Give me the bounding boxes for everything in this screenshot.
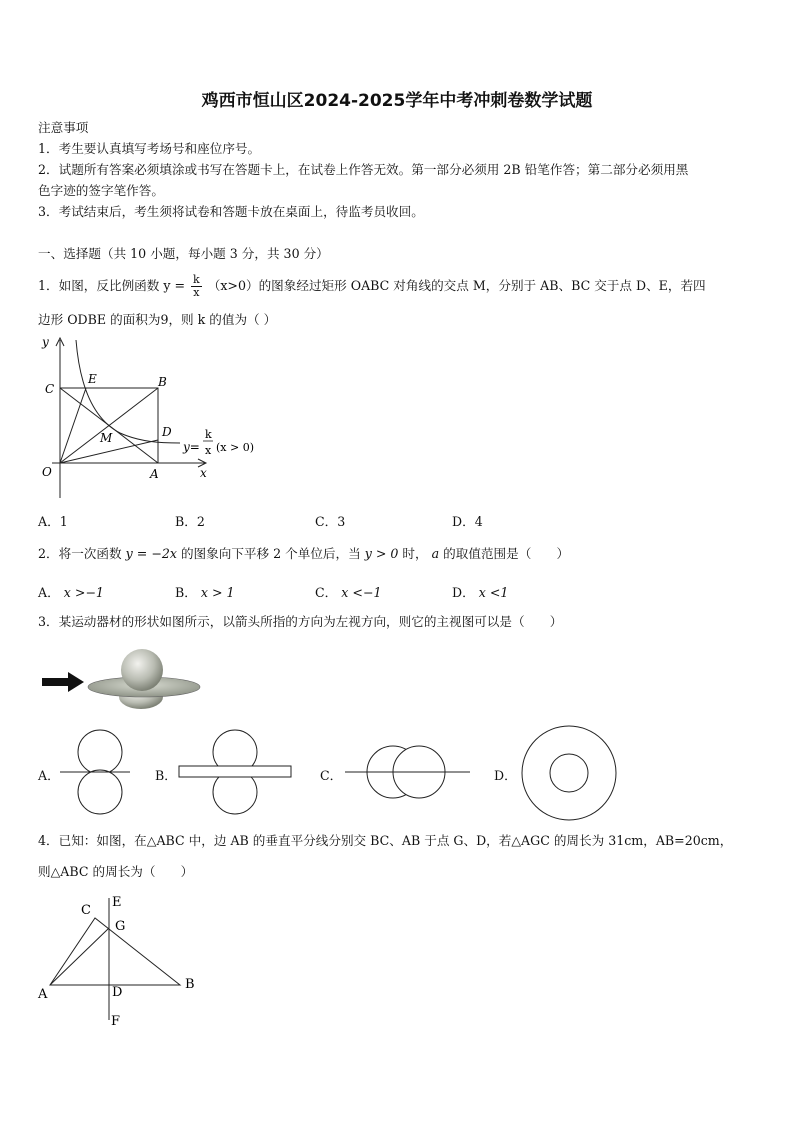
- q3-option-d-label[interactable]: D．: [494, 768, 517, 783]
- fig1-label-e: E: [88, 372, 97, 386]
- q2-option-d[interactable]: [452, 582, 508, 601]
- q1-figure: [30, 330, 270, 505]
- question-1-line-1: [38, 274, 706, 299]
- q1-fraction: [191, 274, 202, 299]
- notice-item-3: 3．考试结束后，考生须将试卷和答题卡放在桌面上，待监考员收回。: [38, 204, 424, 219]
- q2-cond: y > 0: [364, 546, 399, 561]
- notice-item-2: 2．试题所有答案必须填涂或书写在答题卡上，在试卷上作答无效。第一部分必须用 2B 铅笔作答；第二部分必须用黑: [38, 162, 689, 177]
- fig4-label-b: B: [185, 977, 195, 992]
- q2-option-b-expr: x > 1: [200, 585, 235, 600]
- q2-option-b-label: B．: [175, 585, 197, 600]
- q2-option-c-label: C．: [315, 585, 338, 600]
- q3-option-d-figure[interactable]: [517, 723, 619, 823]
- fig4-label-a: A: [38, 987, 48, 1002]
- fig1-func-prefix: y=: [183, 440, 200, 454]
- q1-option-b[interactable]: B．2: [175, 514, 205, 529]
- q2-option-a-label: A．: [38, 585, 60, 600]
- q2-option-d-expr: x <1: [478, 585, 509, 600]
- q2-option-d-label: D．: [452, 585, 475, 600]
- q2-option-b[interactable]: [175, 582, 235, 601]
- q1-option-a[interactable]: A．1: [38, 514, 68, 529]
- segment-ag: [50, 928, 109, 985]
- fig1-label-o: O: [42, 465, 52, 479]
- fig4-label-c: C: [81, 903, 91, 918]
- q3-equipment-figure: [38, 642, 200, 718]
- fig1-func-den: x: [205, 444, 212, 457]
- fig1-func-cond: (x > 0): [216, 441, 254, 454]
- q1-frac-den: x: [193, 286, 200, 299]
- fig1-label-c: C: [45, 382, 55, 396]
- segment-oe: [60, 388, 86, 463]
- q3-option-b-label[interactable]: B．: [155, 768, 177, 783]
- q2-suffix: 的取值范围是（ ）: [443, 546, 570, 561]
- fig4-label-f: F: [111, 1014, 121, 1029]
- question-3-text: 3．某运动器材的形状如图所示，以箭头所指的方向为左视方向，则它的主视图可以是（ ）: [38, 614, 563, 629]
- q1-option-c[interactable]: C．3: [315, 514, 346, 529]
- question-4-line-1: 4．已知：如图，在△ABC 中，边 AB 的垂直平分线分别交 BC、AB 于点 G、D，若△AGC 的周长为 31cm，AB=20cm，: [38, 833, 733, 848]
- q3-option-c-figure[interactable]: [345, 730, 470, 814]
- fig1-label-a: A: [150, 467, 159, 481]
- q4-triangle-figure: [35, 890, 215, 1030]
- q2-prefix: 2．将一次函数: [38, 546, 122, 561]
- fig1-label-b: B: [158, 375, 167, 389]
- q2-option-a[interactable]: [38, 582, 104, 601]
- upper-sphere: [121, 649, 163, 691]
- notice-heading: 注意事项: [38, 120, 89, 135]
- fig1-label-y: y: [42, 335, 49, 349]
- q2-option-c-expr: x <−1: [341, 585, 382, 600]
- view-direction-arrow: [42, 672, 84, 692]
- q1-suffix: （x>0）的图象经过矩形 OABC 对角线的交点 M，分别于 AB、BC 交于点 D、E，若四: [207, 278, 706, 293]
- q1-prefix: 1．如图，反比例函数 y =: [38, 278, 186, 293]
- section-heading: 一、选择题（共 10 小题，每小题 3 分，共 30 分）: [38, 246, 329, 261]
- question-2-text: [38, 545, 569, 563]
- q3-option-b-figure[interactable]: [175, 730, 295, 814]
- fig1-label-m: M: [100, 431, 113, 445]
- question-4-line-2: 则△ABC 的周长为（ ）: [38, 864, 194, 879]
- q2-expr: y = −2x: [125, 546, 177, 561]
- fig4-label-g: G: [115, 919, 126, 934]
- fig1-label-x: x: [200, 466, 207, 480]
- fig4-label-e: E: [112, 895, 122, 910]
- page-title: 鸡西市恒山区2024-2025学年中考冲刺卷数学试题: [201, 91, 593, 111]
- q2-option-a-expr: x >−1: [63, 585, 104, 600]
- notice-item-1: 1．考生要认真填写考场号和座位序号。: [38, 141, 261, 156]
- q2-option-c[interactable]: [315, 582, 381, 601]
- q3-option-c-label[interactable]: C．: [320, 768, 343, 783]
- q2-mid2: 时，: [402, 546, 428, 561]
- q3-option-a-label[interactable]: A．: [38, 768, 60, 783]
- q2-var: a: [431, 546, 440, 561]
- fig1-func-num: k: [205, 428, 212, 441]
- q2-mid: 的图象向下平移 2 个单位后，当: [180, 546, 361, 561]
- q3-option-a-figure[interactable]: [60, 730, 130, 814]
- notice-item-2-cont: 色字迹的签字笔作答。: [38, 183, 164, 198]
- fig4-label-d: D: [112, 985, 123, 1000]
- q1-option-d[interactable]: D．4: [452, 514, 483, 529]
- fig1-label-d: D: [162, 425, 172, 439]
- question-1-line-2: 边形 ODBE 的面积为9，则 k 的值为（ ）: [38, 312, 277, 327]
- q1-frac-num: k: [193, 273, 200, 286]
